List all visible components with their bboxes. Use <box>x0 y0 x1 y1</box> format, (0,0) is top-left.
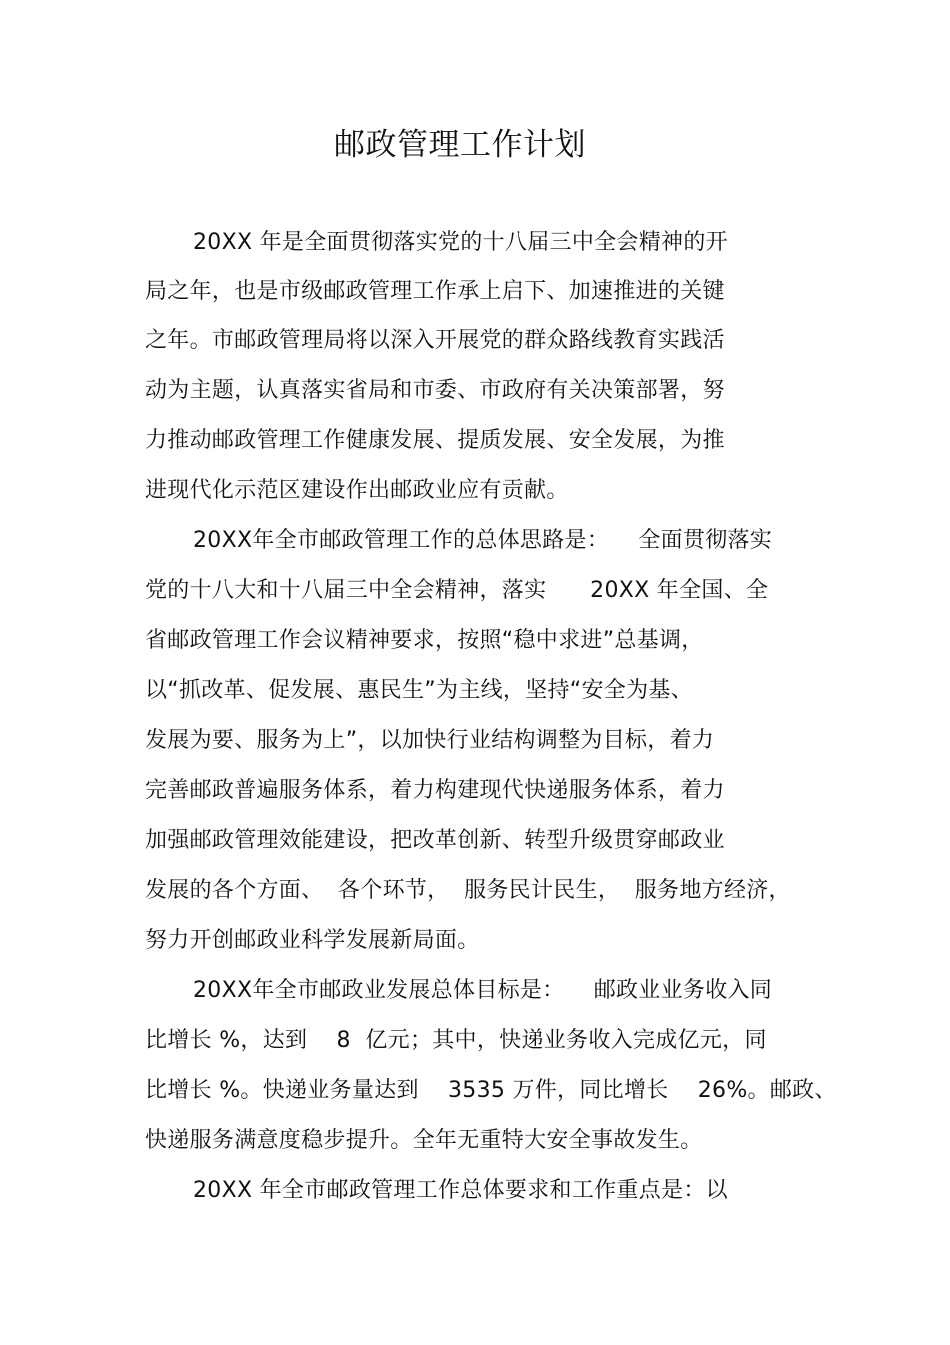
paragraph-line: 比增长 %，达到 8 亿元；其中，快递业务收入完成亿元，同 <box>145 1028 767 1053</box>
paragraph-line: 以“抓改革、促发展、惠民生”为主线，坚持“安全为基、 <box>145 678 693 703</box>
paragraph-line: 20XX年全市邮政管理工作的总体思路是： 全面贯彻落实 <box>193 528 773 553</box>
paragraph-line: 动为主题，认真落实省局和市委、市政府有关决策部署，努 <box>145 378 725 403</box>
document-title: 邮政管理工作计划 <box>334 127 586 163</box>
paragraph-line: 20XX 年是全面贯彻落实党的十八届三中全会精神的开 <box>193 230 728 255</box>
paragraph-line: 进现代化示范区建设作出邮政业应有贡献。 <box>145 478 569 503</box>
paragraph-line: 发展为要、服务为上”，以加快行业结构调整为目标，着力 <box>145 728 715 753</box>
paragraph-line: 20XX 年全市邮政管理工作总体要求和工作重点是：以 <box>193 1178 728 1203</box>
paragraph-line: 比增长 %。快递业务量达到 3535 万件，同比增长 26%。邮政、 <box>145 1078 837 1103</box>
paragraph-line: 省邮政管理工作会议精神要求，按照“稳中求进”总基调， <box>145 628 704 653</box>
paragraph-line: 发展的各个方面、 各个环节， 服务民计民生， 服务地方经济， <box>145 878 791 903</box>
paragraph-line: 努力开创邮政业科学发展新局面。 <box>145 928 480 953</box>
paragraph-line: 之年。市邮政管理局将以深入开展党的群众路线教育实践活 <box>145 328 725 353</box>
paragraph-line: 力推动邮政管理工作健康发展、提质发展、安全发展，为推 <box>145 428 725 453</box>
paragraph-line: 加强邮政管理效能建设，把改革创新、转型升级贯穿邮政业 <box>145 828 725 853</box>
paragraph-line: 党的十八大和十八届三中全会精神，落实 20XX 年全国、全 <box>145 578 769 603</box>
paragraph-line: 20XX年全市邮政业发展总体目标是： 邮政业业务收入同 <box>193 978 773 1003</box>
paragraph-line: 完善邮政普遍服务体系，着力构建现代快递服务体系，着力 <box>145 778 725 803</box>
paragraph-line: 局之年，也是市级邮政管理工作承上启下、加速推进的关键 <box>145 279 725 304</box>
paragraph-line: 快递服务满意度稳步提升。全年无重特大安全事故发生。 <box>145 1128 703 1153</box>
